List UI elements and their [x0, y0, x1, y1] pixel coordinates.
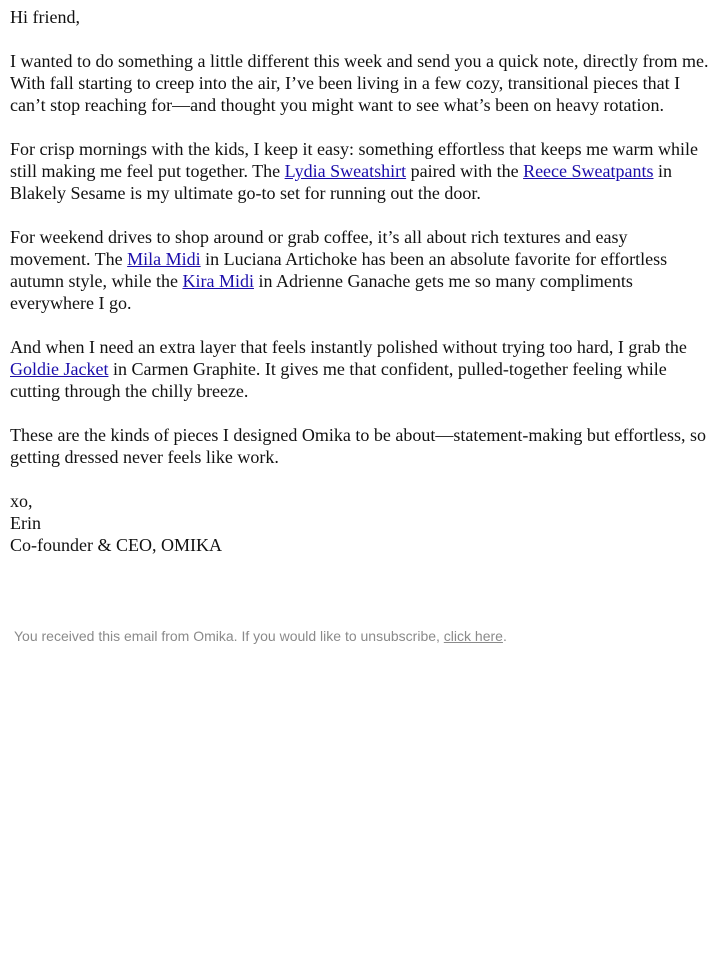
goldie-jacket-link[interactable]: Goldie Jacket [10, 359, 109, 379]
greeting: Hi friend, [10, 7, 80, 27]
paragraph-text: in Adrienne Ganache gets me so many compliments everywhere I go. [10, 271, 633, 313]
paragraph-text: in Carmen Graphite. It gives me that confident, pulled-together feeling while cutting through the chilly breeze. [10, 359, 667, 401]
lydia-sweatshirt-link[interactable]: Lydia Sweatshirt [284, 161, 407, 181]
paragraph-text: And when I need an extra layer that feels instantly polished without trying too hard, I grab the [10, 337, 687, 357]
paragraph-text: For weekend drives to shop around or grab coffee, it’s all about rich textures and easy movement. The [10, 227, 628, 269]
paragraph-text: paired with the [406, 161, 524, 181]
reece-sweatpants-link[interactable]: Reece Sweatpants [523, 161, 654, 181]
unsubscribe-link[interactable]: click here [443, 628, 503, 644]
mila-midi-link[interactable]: Mila Midi [127, 249, 201, 269]
signoff-closing: xo, [10, 491, 33, 511]
signoff-name: Erin [10, 513, 41, 533]
signature [10, 490, 710, 556]
email-body [10, 6, 710, 556]
signoff-title: Co-founder & CEO, OMIKA [10, 535, 222, 555]
paragraph-text: For crisp mornings with the kids, I keep it easy: something effortless that keeps me warm while still making me feel put together. The [10, 139, 699, 181]
paragraph-text: in Luciana Artichoke has been an absolute favorite for effortless autumn style, while the [10, 249, 668, 291]
paragraph-layer [10, 336, 710, 402]
kira-midi-link[interactable]: Kira Midi [182, 271, 254, 291]
email-footer [14, 627, 507, 645]
paragraph-text: in Blakely Sesame is my ultimate go-to set for running out the door. [10, 161, 673, 203]
paragraph-weekend [10, 226, 710, 314]
paragraph-closing: These are the kinds of pieces I designed Omika to be about—statement-making but effortless, so getting dressed never feels like work. [10, 425, 706, 467]
footer-period: . [502, 628, 507, 644]
footer-text: You received this email from Omika. If you would like to unsubscribe, [14, 628, 444, 644]
paragraph-intro: I wanted to do something a little different this week and send you a quick note, directly from me. With fall starting to creep into the air, I’ve been living in a few cozy, transitional pieces that I can’t stop reaching for—and thought you might want to see what’s been on heavy rotation. [10, 51, 709, 115]
paragraph-mornings [10, 138, 710, 204]
